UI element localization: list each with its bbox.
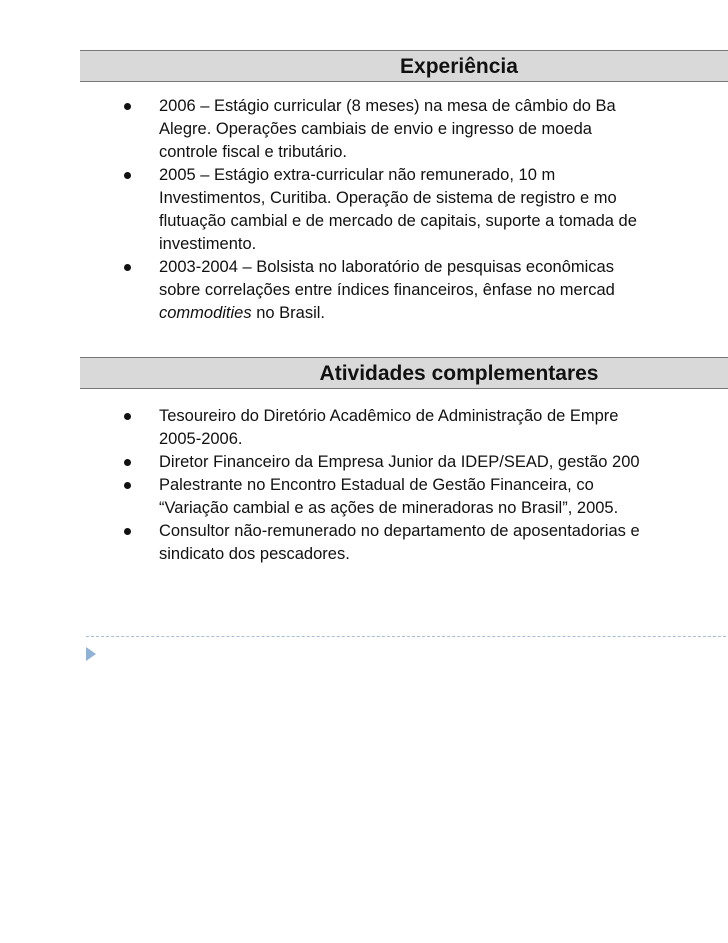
list-item	[122, 474, 728, 520]
bullet-icon	[124, 459, 131, 466]
atividades-list	[122, 405, 728, 566]
bullet-icon	[124, 482, 131, 489]
item-line	[159, 302, 728, 325]
item-line: flutuação cambial e de mercado de capitais, suporte a tomada de	[159, 212, 637, 230]
list-item	[122, 164, 728, 256]
bullet-icon	[124, 528, 131, 535]
item-line: “Variação cambial e as ações de mineradoras no Brasil”, 2005.	[159, 499, 619, 517]
list-item	[122, 95, 728, 164]
dashed-divider	[86, 636, 728, 637]
bullet-icon	[124, 413, 131, 420]
item-line: investimento.	[159, 235, 257, 253]
bullet-icon	[124, 172, 131, 179]
item-line: 2006 – Estágio curricular (8 meses) na mesa de câmbio do Ba	[159, 97, 616, 115]
experiencia-header	[80, 50, 728, 82]
play-arrow-icon[interactable]	[86, 647, 96, 661]
experiencia-title: Experiência	[400, 55, 518, 78]
item-line: sindicato dos pescadores.	[159, 545, 350, 563]
atividades-header	[80, 357, 728, 389]
item-line-rest: no Brasil.	[251, 304, 325, 322]
item-line: Diretor Financeiro da Empresa Junior da IDEP/SEAD, gestão 200	[159, 453, 640, 471]
item-line: 2005-2006.	[159, 430, 243, 448]
item-line: sobre correlações entre índices financeiros, ênfase no mercad	[159, 281, 615, 299]
item-line: Consultor não-remunerado no departamento de aposentadorias e	[159, 522, 640, 540]
bullet-icon	[124, 264, 131, 271]
item-line: controle fiscal e tributário.	[159, 143, 348, 161]
item-line: Tesoureiro do Diretório Acadêmico de Administração de Empre	[159, 407, 619, 425]
item-line: Alegre. Operações cambiais de envio e ingresso de moeda	[159, 120, 592, 138]
item-line: 2003-2004 – Bolsista no laboratório de pesquisas econômicas	[159, 258, 614, 276]
item-line: Palestrante no Encontro Estadual de Gestão Financeira, co	[159, 476, 594, 494]
experiencia-list	[122, 95, 728, 325]
item-line: 2005 – Estágio extra-curricular não remunerado, 10 m	[159, 166, 556, 184]
list-item	[122, 256, 728, 325]
atividades-title: Atividades complementares	[319, 362, 599, 385]
bullet-icon	[124, 103, 131, 110]
list-item	[122, 405, 728, 451]
italic-term: commodities	[159, 304, 252, 322]
list-item	[122, 520, 728, 566]
item-line: Investimentos, Curitiba. Operação de sistema de registro e mo	[159, 189, 617, 207]
list-item	[122, 451, 728, 474]
